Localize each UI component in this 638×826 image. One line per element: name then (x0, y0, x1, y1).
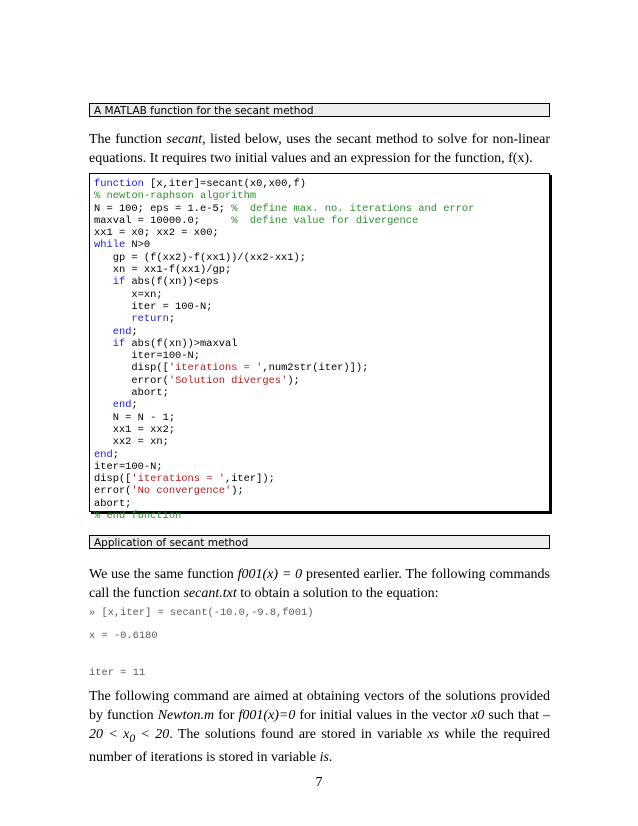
code-token-plain: maxval = 10000.0; (94, 214, 232, 227)
code-token-plain: error( (94, 374, 169, 387)
intro-paragraph (89, 130, 550, 168)
code-token-plain: iter = 100-N; (94, 300, 213, 313)
closing-text: . (328, 749, 333, 765)
code-token-keyword: while (94, 239, 126, 252)
closing-inequality: –20 < x (89, 708, 551, 742)
code-line (94, 276, 549, 288)
code-line (94, 461, 549, 473)
code-token-plain: ,iter]); (224, 473, 275, 486)
closing-text: such that (484, 708, 544, 723)
code-token-plain: disp([ (94, 473, 132, 486)
code-line (94, 190, 549, 202)
code-line (94, 485, 549, 497)
code-token-plain: ); (231, 485, 244, 498)
code-token-plain: N>0 (125, 239, 151, 252)
code-token-plain: ; (112, 448, 119, 461)
closing-text: while the required number of iterations is stored in variable (89, 727, 550, 765)
code-line (94, 215, 549, 227)
code-line (94, 301, 549, 313)
code-line (94, 326, 549, 338)
code-token-plain: [x,iter]=secant(x0,x00,f) (143, 178, 307, 190)
code-line (94, 227, 549, 239)
code-token-plain: abort; (94, 387, 169, 400)
page-number: 7 (315, 775, 323, 790)
code-token-keyword: return (131, 313, 169, 326)
code-token-plain: error( (94, 485, 132, 498)
code-line (94, 387, 549, 399)
code-line (94, 424, 549, 436)
code-token-plain (94, 276, 113, 288)
closing-equation: f001(x)=0 (238, 708, 296, 723)
code-token-plain (94, 313, 131, 325)
section-header-title: A MATLAB function for the secant method (94, 105, 314, 117)
closing-variable-xs: xs (427, 727, 440, 742)
closing-bound: 20 (155, 727, 170, 742)
usage-text-2: presented earlier. The following commands call the function (89, 567, 551, 601)
closing-text: for initial values in the vector (295, 708, 472, 723)
usage-paragraph (89, 565, 550, 603)
closing-function-name: Newton.m (157, 708, 215, 723)
code-line (94, 289, 549, 301)
code-token-plain (94, 338, 113, 350)
code-token-plain: iter=100-N; (94, 350, 201, 363)
code-line (94, 362, 549, 374)
code-token-comment: % define max. no. iterations and error (231, 202, 475, 215)
code-token-plain: ); (287, 374, 300, 387)
code-token-plain: xx2 = xn; (94, 436, 169, 449)
code-line (94, 498, 549, 510)
code-line (94, 338, 549, 350)
code-token-plain: N = 100; eps = 1.e-5; (94, 202, 232, 215)
code-token-string: 'iterations = ' (168, 362, 263, 375)
usage-file-name: secant.txt (183, 586, 237, 601)
section-header-title: Application of secant method (94, 537, 249, 549)
code-token-plain: xx1 = x0; xx2 = x00; (94, 227, 219, 240)
code-token-keyword: end (94, 448, 113, 461)
closing-subscript: 0 (129, 731, 136, 745)
code-token-plain: ; (168, 313, 176, 326)
code-token-comment: % newton-raphson algorithm (94, 190, 257, 203)
code-token-plain: gp = (f(xx2)-f(xx1))/(xx2-xx1); (94, 251, 307, 264)
command-call: » [x,iter] = secant(-10.0,-9.8,f001) (89, 607, 314, 619)
usage-text-1: We use the same function (89, 567, 238, 582)
command-output-x: x = -0.6180 (89, 630, 158, 642)
code-token-plain: abs(f(xn))>maxval (125, 337, 238, 350)
closing-paragraph (89, 687, 550, 767)
code-listing (89, 173, 550, 523)
code-token-plain (94, 326, 113, 338)
code-line (94, 252, 549, 264)
code-line (94, 473, 549, 485)
code-token-keyword: function (94, 178, 144, 190)
command-output-iter: iter = 11 (89, 667, 146, 679)
code-token-keyword: end (112, 399, 132, 412)
section-header-application (89, 535, 550, 549)
closing-text: The following command are aimed at obtaining vectors of the solutions provided by function (89, 689, 550, 723)
code-token-comment: % end function (94, 510, 182, 523)
closing-inequality: < (135, 727, 150, 742)
code-token-comment: % define value for divergence (231, 214, 419, 227)
closing-variable-is: is (319, 749, 329, 765)
code-token-plain: N = N - 1; (94, 411, 176, 424)
code-line (94, 510, 549, 522)
closing-text: . The solutions found are stored in variable (169, 727, 428, 742)
code-token-plain: abort; (94, 497, 132, 510)
code-token-plain: ,num2str(iter)]); (262, 362, 369, 375)
code-token-plain: x=xn; (94, 288, 163, 301)
intro-text-1: The function (89, 132, 167, 147)
code-line (94, 449, 549, 461)
code-line (94, 178, 549, 190)
code-line (94, 203, 549, 215)
code-token-plain: ; (131, 325, 138, 338)
code-token-keyword: end (112, 325, 132, 338)
code-token-plain: xx1 = xx2; (94, 423, 176, 436)
code-token-string: 'iterations = ' (131, 473, 225, 486)
code-line (94, 399, 549, 411)
code-line (94, 264, 549, 276)
code-token-string: 'No convergence' (131, 485, 232, 498)
code-token-plain: disp([ (94, 362, 169, 375)
code-token-keyword: if (112, 337, 126, 350)
code-line (94, 436, 549, 448)
code-line (94, 350, 549, 362)
intro-function-name: secant (166, 132, 203, 147)
code-line (94, 412, 549, 424)
code-line (94, 375, 549, 387)
section-header-secant-function (89, 103, 550, 117)
closing-text: for (214, 708, 239, 723)
closing-variable-x0: x0 (471, 708, 485, 723)
code-token-string: 'Solution diverges' (168, 374, 288, 387)
usage-text-3: to obtain a solution to the equation: (236, 586, 439, 601)
code-token-keyword: if (112, 276, 126, 289)
code-token-plain: abs(f(xn))<eps (125, 276, 219, 289)
code-token-plain: iter=100-N; (94, 460, 163, 473)
intro-text-2: , listed below, uses the secant method to solve for non-linear equations. It requires two initial values and an expression for the function, f(x). (89, 132, 550, 166)
usage-equation: f001(x) = 0 (237, 567, 303, 582)
code-token-plain: xn = xx1-f(xx1)/gp; (94, 264, 232, 277)
code-token-plain: ; (131, 399, 138, 412)
code-line (94, 239, 549, 251)
code-token-plain (94, 399, 113, 411)
code-line (94, 313, 549, 325)
